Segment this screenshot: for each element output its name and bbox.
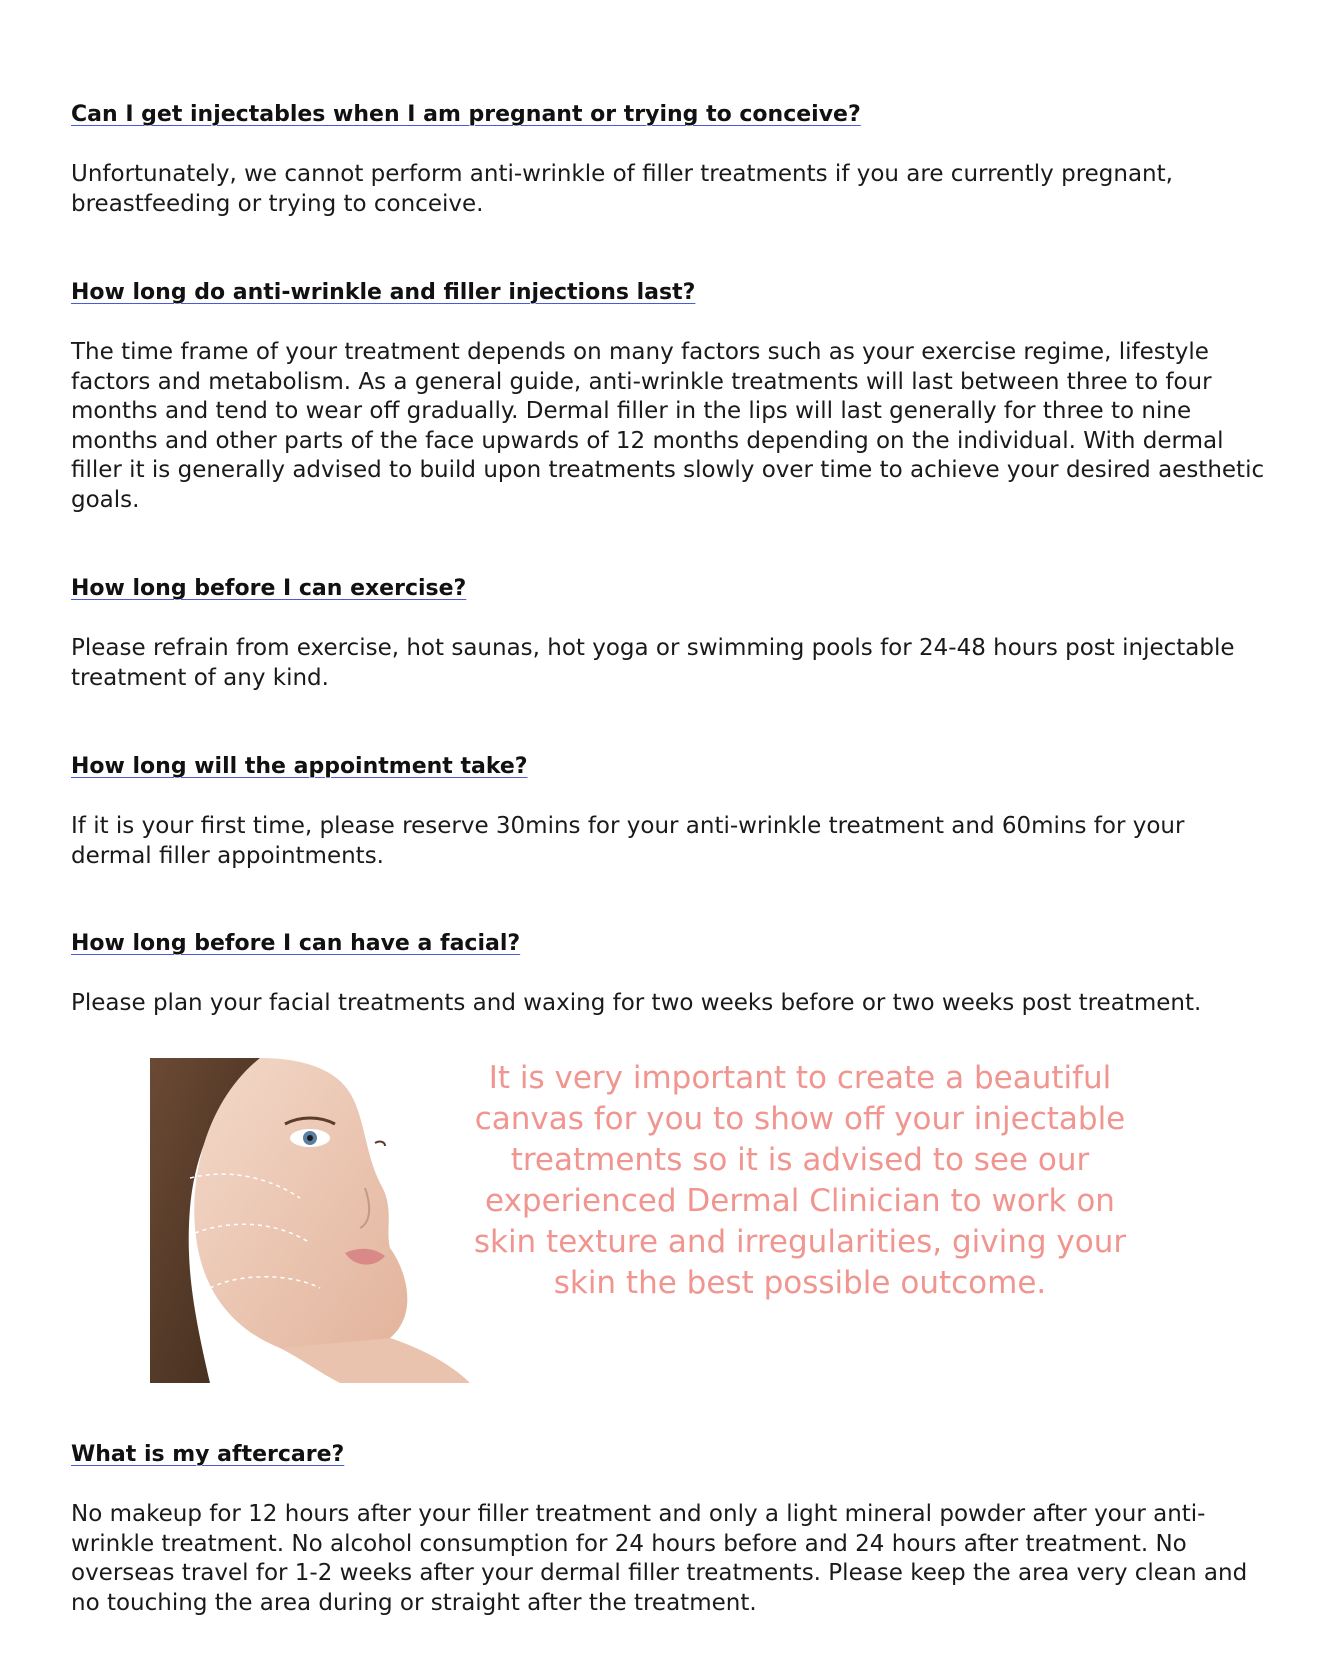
faq-question-appointment: How long will the appointment take? [71, 754, 528, 779]
skin-canvas-callout [150, 1058, 1140, 1383]
faq-answer-exercise: Please refrain from exercise, hot saunas, hot yoga or swimming pools for 24-48 hours post injectable treatment of any kind. [71, 635, 1235, 691]
faq-answer-pregnancy: Unfortunately, we cannot perform anti-wrinkle of filler treatments if you are currently pregnant, breastfeeding or trying to conceive. [71, 161, 1173, 217]
faq-answer-duration: The time frame of your treatment depends on many factors such as your exercise regime, lifestyle factors and metabolism. As a general guide, anti-wrinkle treatments will last between three to four months and tend to wear off gradually. Dermal filler in the lips will last generally for three to nine months and other parts of the face upwards of 12 months depending on the individual. With dermal filler it is generally advised to build upon treatments slowly over time to achieve your desired aesthetic goals. [71, 339, 1265, 513]
callout-text: It is very important to create a beautiful canvas for you to show off your injectable treatments so it is advised to see our experienced Dermal Clinician to work on skin texture and irregularities, giving your skin the best possible outcome. [473, 1060, 1127, 1301]
faq-question-pregnancy: Can I get injectables when I am pregnant or trying to conceive? [71, 102, 861, 127]
faq-question-duration: How long do anti-wrinkle and filler injections last? [71, 280, 696, 305]
faq-answer-facial: Please plan your facial treatments and waxing for two weeks before or two weeks post treatment. [71, 990, 1202, 1016]
faq-answer-appointment: If it is your first time, please reserve 30mins for your anti-wrinkle treatment and 60mins for your dermal filler appointments. [71, 813, 1185, 869]
faq-question-aftercare: What is my aftercare? [71, 1442, 345, 1467]
faq-question-exercise: How long before I can exercise? [71, 576, 467, 601]
faq-question-facial: How long before I can have a facial? [71, 931, 521, 956]
faq-answer-aftercare: No makeup for 12 hours after your filler treatment and only a light mineral powder after your anti-wrinkle treatment. No alcohol consumption for 24 hours before and 24 hours after treatment. No overseas travel for 1-2 weeks after your dermal filler treatments. Please keep the area very clean and no touching the area during or straight after the treatment. [71, 1501, 1248, 1616]
